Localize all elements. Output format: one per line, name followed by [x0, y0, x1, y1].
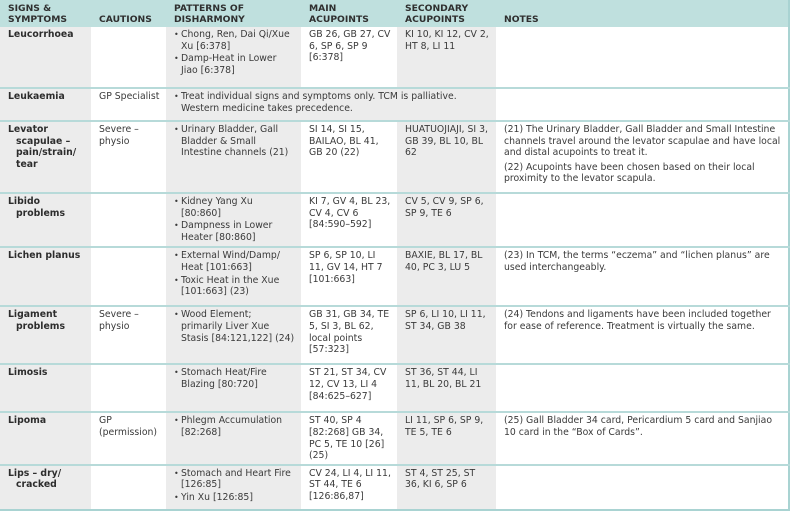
note-text: (24) Tendons and ligaments have been included together for ease of reference. Treatment is virtually the same.	[504, 309, 771, 332]
pattern-item: • Stomach and Heart Fire [126:85]	[174, 468, 295, 491]
cautions-cell: GP (permission)	[91, 412, 166, 464]
pattern-item: • Urinary Bladder, Gall Bladder & Small Intestine channels (21)	[174, 124, 295, 159]
patterns-cell	[166, 247, 301, 306]
sign-text: Lips – dry/	[8, 467, 62, 479]
notes-cell	[496, 193, 789, 247]
table-row	[0, 465, 789, 510]
patterns-cell	[166, 306, 301, 364]
pattern-item: • Damp-Heat in Lower Jiao [6:378]	[174, 53, 295, 76]
cautions-cell	[91, 364, 166, 412]
secondary-acupoints-cell: LI 11, SP 6, SP 9, TE 5, TE 6	[397, 412, 496, 464]
sign-text: problems	[16, 207, 65, 219]
sign-text: Lichen planus	[8, 250, 81, 262]
sign-cell	[0, 247, 91, 306]
sign-text: Ligament	[8, 309, 58, 321]
notes-cell	[496, 27, 789, 88]
secondary-acupoints-cell: HUATUOJIAJI, SI 3, GB 39, BL 10, BL 62	[397, 121, 496, 193]
header-main-acupoints: MAIN ACUPOINTS	[301, 0, 397, 27]
table-header-row	[0, 0, 789, 27]
sign-cell	[0, 364, 91, 412]
table-row	[0, 121, 789, 193]
main-acupoints-cell: ST 21, ST 34, CV 12, CV 13, LI 4 [84:625–627]	[301, 364, 397, 412]
sign-cell	[0, 193, 91, 247]
sign-text: tear	[16, 158, 38, 170]
table-row	[0, 193, 789, 247]
sign-cell	[0, 88, 91, 121]
sign-text: scapulae –	[16, 135, 71, 147]
header-cautions: CAUTIONS	[91, 0, 166, 27]
main-acupoints-cell: ST 40, SP 4 [82:268] GB 34, PC 5, TE 10 [26] (25)	[301, 412, 397, 464]
sign-text: problems	[16, 320, 65, 332]
header-patterns: PATTERNS OF DISHARMONY	[166, 0, 301, 27]
pattern-item: • Toxic Heat in the Xue [101:663] (23)	[174, 275, 295, 298]
notes-cell	[496, 412, 789, 464]
patterns-cell	[166, 193, 301, 247]
secondary-acupoints-cell: SP 6, LI 10, LI 11, ST 34, GB 38	[397, 306, 496, 364]
pattern-item: • Yin Xu [126:85]	[174, 492, 295, 504]
notes-cell	[496, 121, 789, 193]
table-row	[0, 27, 789, 88]
pattern-item: • Treat individual signs and symptoms only. TCM is palliative. Western medicine takes precedence.	[174, 91, 490, 114]
secondary-acupoints-cell: BAXIE, BL 17, BL 40, PC 3, LU 5	[397, 247, 496, 306]
table-row	[0, 247, 789, 306]
pattern-item: • Kidney Yang Xu [80:860]	[174, 196, 295, 219]
secondary-acupoints-cell: CV 5, CV 9, SP 6, SP 9, TE 6	[397, 193, 496, 247]
sign-cell	[0, 121, 91, 193]
pattern-item: • Stomach Heat/Fire Blazing [80:720]	[174, 367, 295, 390]
cautions-cell	[91, 27, 166, 88]
sign-cell	[0, 465, 91, 510]
patterns-cell	[166, 412, 301, 464]
secondary-acupoints-cell: KI 10, KI 12, CV 2, HT 8, LI 11	[397, 27, 496, 88]
note-text: (23) In TCM, the terms “eczema” and “lichen planus” are used interchangeably.	[504, 250, 770, 273]
main-acupoints-cell: CV 24, LI 4, LI 11, ST 44, TE 6 [126:86,87]	[301, 465, 397, 510]
table-row	[0, 88, 789, 121]
pattern-item: • Chong, Ren, Dai Qi/Xue Xu [6:378]	[174, 29, 295, 52]
note-text: (22) Acupoints have been chosen based on their local proximity to the levator scapula.	[504, 161, 755, 185]
main-acupoints-cell: KI 7, GV 4, BL 23, CV 4, CV 6 [84:590–592]	[301, 193, 397, 247]
header-secondary-acupoints: SECONDARY ACUPOINTS	[397, 0, 496, 27]
sign-text: Limosis	[8, 367, 48, 379]
patterns-cell	[166, 27, 301, 88]
table-row	[0, 306, 789, 364]
sign-cell	[0, 412, 91, 464]
patterns-cell	[166, 364, 301, 412]
header-signs: SIGNS & SYMPTOMS	[0, 0, 91, 27]
cautions-cell	[91, 465, 166, 510]
notes-cell	[496, 465, 789, 510]
sign-text: Leukaemia	[8, 91, 65, 102]
pattern-item: • Phlegm Accumulation [82:268]	[174, 415, 295, 438]
sign-cell	[0, 27, 91, 88]
cautions-cell: Severe – physio	[91, 306, 166, 364]
sign-text: Lipoma	[8, 415, 47, 427]
main-acupoints-cell: SP 6, SP 10, LI 11, GV 14, HT 7 [101:663]	[301, 247, 397, 306]
header-notes: NOTES	[496, 0, 789, 27]
main-acupoints-cell: SI 14, SI 15, BAILAO, BL 41, GB 20 (22)	[301, 121, 397, 193]
table-row	[0, 364, 789, 412]
cautions-cell: GP Specialist	[91, 88, 166, 121]
secondary-acupoints-cell: ST 36, ST 44, LI 11, BL 20, BL 21	[397, 364, 496, 412]
patterns-cell	[166, 88, 496, 121]
pattern-item: • External Wind/Damp/ Heat [101:663]	[174, 250, 295, 273]
note-text: (21) The Urinary Bladder, Gall Bladder and Small Intestine channels travel around the levator scapulae and have local and distal acupoints to treat it.	[504, 124, 781, 159]
sign-text: Levator	[8, 124, 48, 135]
secondary-acupoints-cell: ST 4, ST 25, ST 36, KI 6, SP 6	[397, 465, 496, 510]
patterns-cell	[166, 465, 301, 510]
notes-cell	[496, 247, 789, 306]
main-acupoints-cell: GB 31, GB 34, TE 5, SI 3, BL 62, local points [57:323]	[301, 306, 397, 364]
sign-text: cracked	[16, 479, 57, 491]
patterns-cell	[166, 121, 301, 193]
sign-text: Leucorrhoea	[8, 29, 74, 40]
main-acupoints-cell: GB 26, GB 27, CV 6, SP 6, SP 9 [6:378]	[309, 29, 391, 64]
sign-cell	[0, 306, 91, 364]
cautions-cell: Severe – physio	[91, 121, 166, 193]
notes-cell	[496, 88, 789, 121]
cautions-cell	[91, 193, 166, 247]
notes-cell	[496, 364, 789, 412]
notes-cell	[496, 306, 789, 364]
sign-text: pain/strain/	[16, 147, 77, 159]
note-text: (25) Gall Bladder 34 card, Pericardium 5 card and Sanjiao 10 card in the “Box of Cards”.	[504, 415, 773, 438]
pattern-item: • Dampness in Lower Heater [80:860]	[174, 220, 295, 243]
sign-text: Libido	[8, 196, 40, 207]
table-row	[0, 412, 789, 464]
pattern-item: • Wood Element; primarily Liver Xue Stasis [84:121,122] (24)	[174, 309, 295, 344]
cautions-cell	[91, 247, 166, 306]
